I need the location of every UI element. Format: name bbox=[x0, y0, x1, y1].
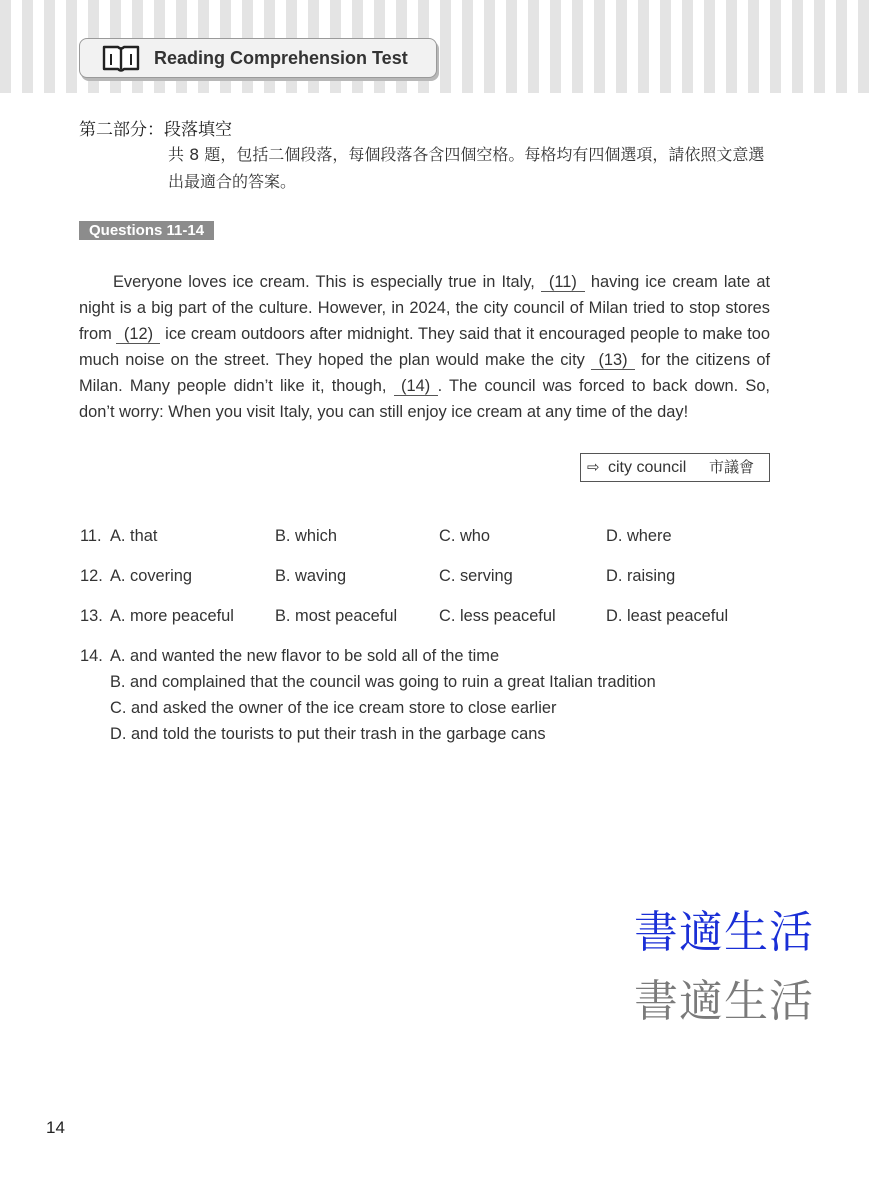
question-row bbox=[0, 527, 876, 551]
reading-passage bbox=[79, 269, 770, 425]
passage-text: Everyone loves ice cream. This is especially true in Italy, bbox=[113, 273, 541, 291]
option-b: B. which bbox=[275, 527, 337, 545]
section-heading: 第二部分：段落填空 bbox=[79, 120, 232, 140]
option-b: B. and complained that the council was going to ruin a great Italian tradition bbox=[110, 673, 656, 691]
option-d: D. where bbox=[606, 527, 672, 545]
blank-14: (14) bbox=[394, 377, 438, 396]
option-d: D. least peaceful bbox=[606, 607, 729, 625]
option-c: C. and asked the owner of the ice cream store to close earlier bbox=[110, 699, 557, 717]
page-number: 14 bbox=[46, 1118, 65, 1137]
option-d: D. raising bbox=[606, 567, 676, 585]
watermark-text: 書適生活 bbox=[634, 976, 814, 1027]
page-title: Reading Comprehension Test bbox=[154, 48, 408, 68]
question-row bbox=[0, 607, 876, 631]
option-a: A. that bbox=[110, 527, 158, 545]
option-a: A. covering bbox=[110, 567, 192, 585]
option-c: C. serving bbox=[439, 567, 513, 585]
option-a: A. more peaceful bbox=[110, 607, 234, 625]
option-c: C. who bbox=[439, 527, 491, 545]
question-row bbox=[0, 567, 876, 591]
section-instructions: 共 8 題，包括二個段落，每個段落各含四個空格。每格均有四個選項，請依照文意選出最適合的答案。 bbox=[168, 145, 765, 191]
option-c: C. less peaceful bbox=[439, 607, 556, 625]
question-number: 14. bbox=[80, 647, 103, 665]
questions-range-label: Questions 11-14 bbox=[79, 221, 214, 240]
watermark-text: 書適生活 bbox=[634, 907, 814, 958]
book-icon bbox=[102, 45, 140, 73]
option-a: A. and wanted the new flavor to be sold all of the time bbox=[110, 647, 500, 665]
question-number: 12. bbox=[80, 567, 103, 585]
option-b: B. waving bbox=[275, 567, 347, 585]
vocabulary-note bbox=[580, 453, 770, 482]
vocab-term: city council bbox=[608, 459, 687, 476]
arrow-icon: ⇨ bbox=[587, 458, 600, 476]
passage-text: having ice cream late at night is a big part of the culture. However, in 2024, the city council of Milan tried to stop stores from bbox=[79, 273, 771, 343]
title-banner bbox=[79, 38, 437, 78]
blank-11: (11) bbox=[541, 273, 585, 292]
blank-13: (13) bbox=[591, 351, 635, 370]
question-number: 11. bbox=[80, 527, 102, 545]
vocab-definition: 市議會 bbox=[709, 458, 755, 476]
passage-text: for the citizens of Milan. Many people didn’t like it, though, bbox=[79, 351, 770, 395]
passage-text: . The council was forced to back down. So, don’t worry: When you visit Italy, you can still enjoy ice cream at any time of the day! bbox=[79, 377, 770, 421]
option-d: D. and told the tourists to put their trash in the garbage cans bbox=[110, 725, 546, 743]
question-number: 13. bbox=[80, 607, 103, 625]
option-b: B. most peaceful bbox=[275, 607, 398, 625]
passage-text: ice cream outdoors after midnight. They said that it encouraged people to make too much noise on the street. They hoped the plan would make the city bbox=[79, 325, 770, 369]
blank-12: (12) bbox=[116, 325, 160, 344]
